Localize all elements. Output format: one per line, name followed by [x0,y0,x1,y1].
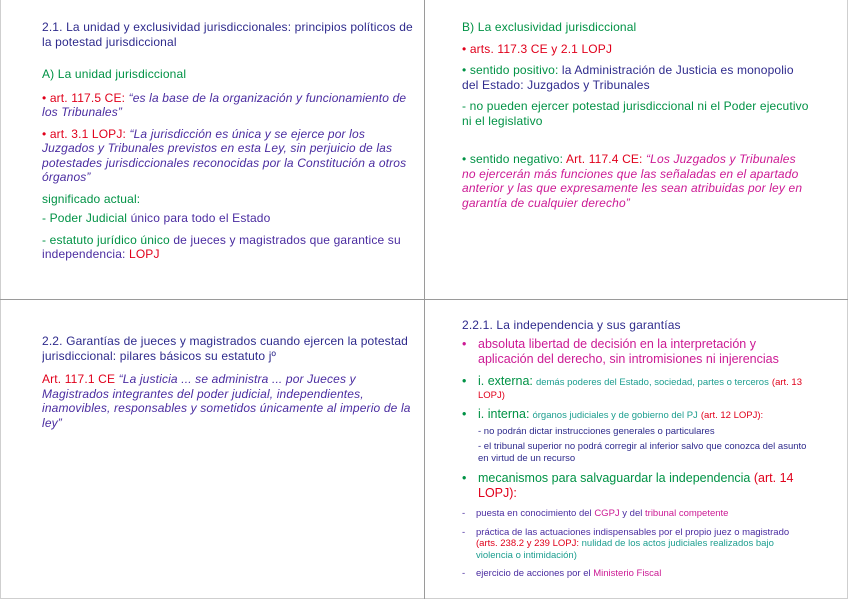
article-quote: “La justicia ... se administra ... por Jueces y Magistrados integrantes del poder judicial, independientes, inamovibles, responsables y sometidos únicamente al imperio de la ley” [42,372,411,430]
article-quote: “Los Juzgados y Tribunales no ejercerán más funciones que las señaladas en el apartado anterior y las que expresamente les sean atribuidas por ley en garantía de cualquier derecho” [462,152,803,210]
interna-sub-item: - no podrán dictar instrucciones generales o particulares [478,425,715,437]
articles-ref: • arts. 117.3 CE y 2.1 LOPJ [462,41,613,56]
item-highlight: tribunal competente [645,508,729,519]
meaning-item [42,233,414,262]
horizontal-divider [0,299,848,300]
article-117-1 [42,372,414,430]
item-text: y del [622,508,643,519]
mechanism-item [462,527,812,562]
bullet-ref: (art. 12 LOPJ): [700,409,764,421]
slide-independencia [462,318,812,580]
item-highlight: Ministerio Fiscal [593,568,662,579]
bullet-label: i. externa: [478,373,533,388]
positive-sense [462,63,812,92]
item-ref: LOPJ [129,247,160,261]
slide-title: B) La exclusividad jurisdiccional [462,20,637,34]
article-ref: • art. 3.1 LOPJ: [42,126,126,141]
article-117-5 [42,91,414,120]
item-prefix: • sentido positivo: [462,63,559,77]
meaning-label: significado actual: [42,191,141,206]
bullet-ref: (art. 14 LOPJ): [478,471,794,500]
slide-title: 2.1. La unidad y exclusividad jurisdiccionales: principios políticos de la potestad jurisdiccional [42,20,413,49]
section-heading: A) La unidad jurisdiccional [42,67,187,81]
slide-garantias [42,334,414,430]
bullet-text: absoluta libertad de decisión en la interpretación y aplicación del derecho, sin intromisiones ni injerencias [478,336,779,366]
item-prefix: - Poder Judicial [42,211,128,225]
bullet-externa [462,374,812,402]
item-text: de jueces y magistrados que garantice su independencia: [42,232,401,261]
dash-marker: - [462,568,466,579]
bullet-dot: • [462,373,467,388]
positive-sense-note: - no pueden ejercer potestad jurisdiccional ni el Poder ejecutivo ni el legislativo [462,99,809,128]
bullet-libertad [462,337,812,367]
negative-sense [462,152,812,210]
bullet-dot: • [462,336,467,351]
item-text: la Administración de Justicia es monopolio del Estado: Juzgados y Tribunales [462,63,794,92]
slide-unidad-jurisdiccional [42,20,414,262]
item-ref: (arts. 238.2 y 239 LOPJ: [476,538,579,549]
item-text: único para todo el Estado [130,211,271,225]
meaning-item [42,211,414,226]
article-ref: Art. 117.1 CE [42,372,116,386]
item-prefix: • sentido negativo: [462,152,564,166]
bullet-dot: • [462,406,467,421]
dash-marker: - [462,526,466,538]
item-text: nulidad de los actos judiciales realizados bajo violencia o intimidación) [476,538,774,561]
bullet-text: demás poderes del Estado, sociedad, partes o terceros [535,376,769,388]
article-3-1 [42,127,414,185]
mechanism-item [462,568,812,580]
interna-sub-item: - el tribunal superior no podrá corregir al inferior salvo que conozca del asunto en virtud de un recurso [478,441,807,464]
bullet-mecanismos [462,471,812,501]
dash-marker: - [462,508,466,519]
item-text: ejercicio de acciones por el [476,568,591,579]
article-ref: • art. 117.5 CE: [42,90,126,105]
bullet-dot: • [462,471,467,485]
article-ref: Art. 117.4 CE: [565,152,643,166]
bullet-ref: (art. 13 LOPJ) [478,376,803,401]
bullet-text: mecanismos para salvaguardar la independencia [478,471,751,485]
item-text: práctica de las actuaciones indispensables por el propio juez o magistrado [476,526,790,538]
slide-title: 2.2.1. La independencia y sus garantías [462,318,681,332]
slide-title: 2.2. Garantías de jueces y magistrados cuando ejercen la potestad jurisdiccional: pilares básicos su estatuto jº [42,334,408,363]
bullet-text: órganos judiciales y de gobierno del PJ [532,409,698,421]
mechanism-item [462,508,812,520]
item-highlight: CGPJ [594,508,620,519]
item-prefix: - estatuto jurídico único [42,232,170,247]
article-quote: “es la base de la organización y funcionamiento de los Tribunales” [42,90,407,119]
item-text: puesta en conocimiento del [476,508,592,519]
article-quote: “La jurisdicción es única y se ejerce por los Juzgados y Tribunales previstos en esta Ley, sin perjuicio de las potestades jurisdiccionales reconocidas por la Constitución a otros órganos” [42,126,407,184]
bullet-label: i. interna: [478,406,530,421]
bullet-interna [462,407,812,422]
slide-exclusividad-jurisdiccional [462,20,812,210]
